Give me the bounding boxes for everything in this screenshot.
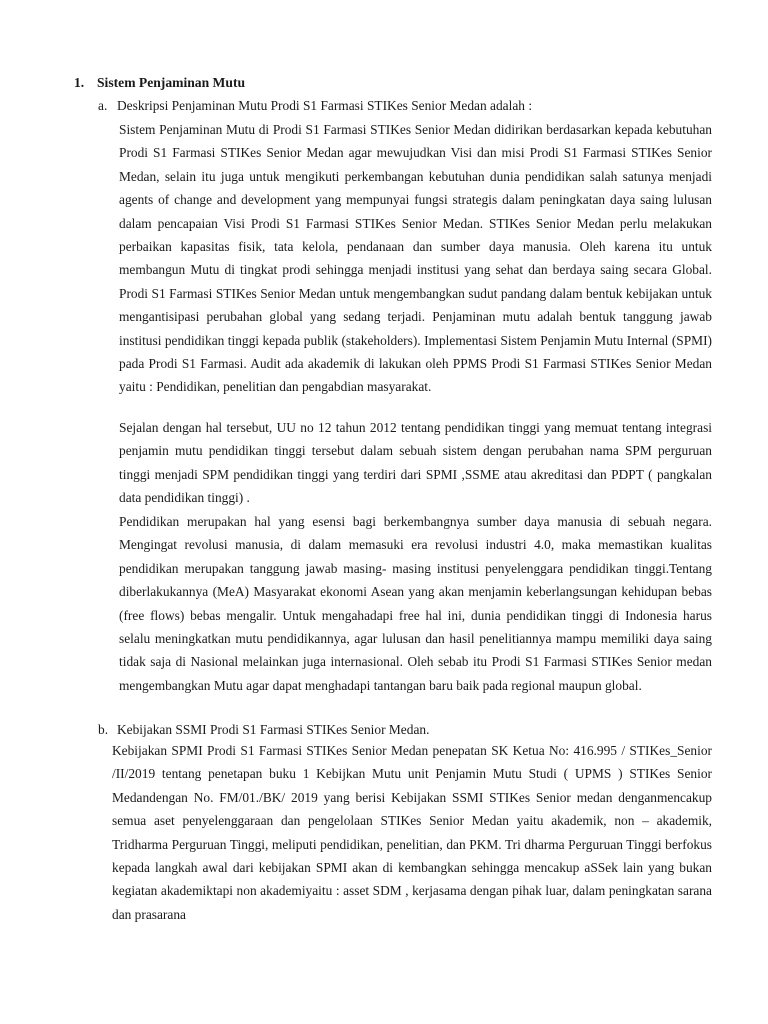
paragraph-a-3: Pendidikan merupakan hal yang esensi bagi berkembangnya sumber daya manusia di sebuah negara. Mengingat revolusi manusia, di dalam memasuki era revolusi industri 4.0, maka memastikan kualitas pendidikan merupakan tanggung jawab masing- masing institusi penyelenggara pendidikan tinggi.Tentang diberlakukannya (MeA) Masyarakat ekonomi Asean yang akan menjamin keberlangsungan kehidupan bebas (free flows) bebas mengalir. Untuk mengahadapi free hal ini, dunia pendidikan tinggi di Indonesia harus selalu meningkatkan mutu pendidikannya, agar lulusan dan hasil penelitiannya mampu memiliki daya saing tidak saja di Nasional melainkan juga internasional. Oleh sebab itu Prodi S1 Farmasi STIKes Senior medan mengembangkan Mutu agar dapat menghadapi tantangan baru baik pada regional maupun global.: [119, 514, 712, 693]
subsection-b-heading: [98, 722, 429, 738]
subsection-a-heading: [98, 98, 532, 114]
subsection-a-letter: a.: [98, 98, 108, 113]
subsection-b-letter: b.: [98, 722, 109, 737]
section-number: 1.: [74, 75, 85, 90]
subsection-a-title: Deskripsi Penjaminan Mutu Prodi S1 Farmasi STIKes Senior Medan adalah :: [117, 98, 533, 113]
paragraph-a-2: Sejalan dengan hal tersebut, UU no 12 tahun 2012 tentang pendidikan tinggi yang memuat tentang integrasi penjamin mutu pendidikan tinggi tersebut dalam sebuah sistem dengan perubahan nama SPM perguruan tinggi menjadi SPM pendidikan tinggi yang terdiri dari SPMI ,SSME atau akreditasi dan PDPT ( pangkalan data pendidikan tinggi) .: [119, 420, 712, 506]
subsection-b-title: Kebijakan SSMI Prodi S1 Farmasi STIKes Senior Medan.: [117, 722, 430, 737]
paragraph-a-1: Sistem Penjaminan Mutu di Prodi S1 Farmasi STIKes Senior Medan didirikan berdasarkan kepada kebutuhan Prodi S1 Farmasi STIKes Senior Medan agar mewujudkan Visi dan misi Prodi S1 Farmasi STIKes Senior Medan, selain itu juga untuk mengikuti perkembangan kebutuhan dunia pendidikan salah satunya menjadi agents of change and development yang mempunyai fungsi strategis dalam peningkatan daya saing lulusan dalam pencapaian Visi Prodi S1 Farmasi STIKes Senior Medan. STIKes Senior Medan perlu melakukan perbaikan kapasitas fisik, tata kelola, pendanaan dan sumber daya manusia. Oleh karena itu untuk membangun Mutu di tingkat prodi sehingga menjadi institusi yang sehat dan berdaya saing secara Global. Prodi S1 Farmasi STIKes Senior Medan untuk mengembangkan sudut pandang dalam bentuk kebijakan untuk mengantisipasi perubahan global yang sedang terjadi. Penjaminan mutu adalah bentuk tanggung jawab institusi pendidikan tinggi kepada publik (stakeholders). Implementasi Sistem Penjamin Mutu Internal (SPMI) pada Prodi S1 Farmasi. Audit ada akademik di lakukan oleh PPMS Prodi S1 Farmasi STIKes Senior Medan yaitu : Pendidikan, penelitian dan pengabdian masyarakat.: [119, 122, 712, 395]
paragraph-b-1: Kebijakan SPMI Prodi S1 Farmasi STIKes Senior Medan penepatan SK Ketua No: 416.995 / STIKes_Senior /II/2019 tentang penetapan buku 1 Kebijkan Mutu unit Penjamin Mutu Studi ( UPMS ) STIKes Senior Medandengan No. FM/01./BK/ 2019 yang berisi Kebijakan SSMI STIKes Senior medan denganmencakup semua aset penyelenggaraan dan pengelolaan STIKes Senior Medan yaitu akademik, non – akademik, Tridharma Perguruan Tinggi, meliputi pendidikan, penelitian, dan PKM. Tri dharma Perguruan Tinggi berfokus kepada langkah awal dari kebijakan SPMI akan di kembangkan sehingga mencakup aSSek lain yang bukan kegiatan akademiktapi non akademiyaitu : asset SDM , kerjasama dengan pihak luar, dalam peningkatan sarana dan prasarana: [112, 743, 712, 922]
section-title: Sistem Penjaminan Mutu: [97, 75, 246, 90]
section-heading: [74, 75, 245, 91]
